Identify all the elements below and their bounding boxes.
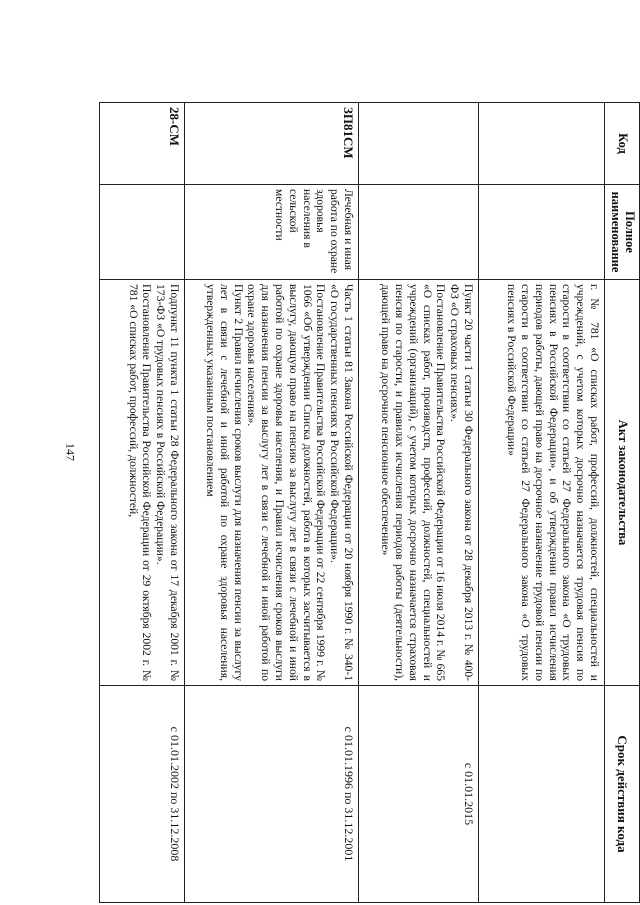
cell-validity: с 01.01.2015 bbox=[359, 686, 479, 903]
cell-act bbox=[479, 280, 605, 686]
pension-codes-table bbox=[99, 102, 640, 903]
cell-name bbox=[479, 185, 605, 280]
act-paragraph: Пункт 2 Правил исчисления сроков выслуги для назначения пенсии за выслугу лет в связи с лечебной и иной работой по охране здоровья населения, утвержденных указанным постановлением bbox=[204, 284, 245, 681]
cell-code bbox=[479, 103, 605, 185]
act-paragraph: Постановление Правительства Российской Федерации от 29 октября 2002 г. № 781 «О списках работ, профессий, должностей, bbox=[126, 284, 154, 681]
header-name: Полное наименование bbox=[605, 185, 640, 280]
header-code: Код bbox=[605, 103, 640, 185]
act-paragraph: Постановление Правительства Российской Федерации от 16 июля 2014 г. № 665 «О списках работ, производств, профессий, должностей, специальностей и учреждений (организаций), с учетом которых досрочно назначается страховая пенсия по старости, и правилах исчисления периодов работы (деятельности), дающей право на досрочное пенсионное обеспечение» bbox=[379, 284, 448, 681]
cell-validity: с 01.01.2002 по 31.12.2008 bbox=[100, 686, 185, 903]
cell-name: Лечебная и иная работа по охране здоровья населения в сельской местности bbox=[185, 185, 359, 280]
cell-act bbox=[185, 280, 359, 686]
page-number: 147 bbox=[63, 443, 78, 461]
table-row bbox=[359, 103, 479, 903]
table-row bbox=[185, 103, 359, 903]
cell-act bbox=[359, 280, 479, 686]
act-paragraph: Постановление Правительства Российской Федерации от 22 сентября 1999 г. № 1066 «Об утверждении Списка должностей, работа в которых засчитывается в выслугу, дающую право на пенсию за выслугу лет в связи с лечебной и иной работой по охране здоровья населения, и Правил исчисления сроков выслуги для назначения пенсии за выслугу лет в связи с лечебной и иной работой по охране здоровья населения». bbox=[245, 284, 328, 681]
act-paragraph: Пункт 20 части 1 статьи 30 Федерального закона от 28 декабря 2013 г. № 400-ФЗ «О страховых пенсиях». bbox=[448, 284, 475, 681]
act-paragraph: г. № 781 «О списках работ, профессий, должностей, специальностей и учреждений, с учетом которых досрочно назначается трудовая пенсия по старости в соответствии со статьей 27 Федерального закона «О трудовых пенсиях в Российской Федерации», и об утверждении правил исчисления периодов работы, дающей право на досрочное назначение трудовой пенсии по старости в соответствии со статьей 27 Федерального закона «О трудовых пенсиях в Российской Федерации» bbox=[505, 284, 601, 681]
cell-code: 28-СМ bbox=[100, 103, 185, 185]
header-act: Акт законодательства bbox=[605, 280, 640, 686]
cell-validity: с 01.01.1996 по 31.12.2001 bbox=[185, 686, 359, 903]
cell-name bbox=[100, 185, 185, 280]
act-paragraph: Часть 1 статьи 81 Закона Российской Федерации от 20 ноября 1990 г. № 340-1 «О государственных пенсиях в Российской Федерации». bbox=[328, 284, 355, 681]
table-header-row bbox=[605, 103, 640, 903]
table-row bbox=[479, 103, 605, 903]
cell-act bbox=[100, 280, 185, 686]
header-validity: Срок действия кода bbox=[605, 686, 640, 903]
cell-name bbox=[359, 185, 479, 280]
act-paragraph: Подпункт 11 пункта 1 статьи 28 Федерального закона от 17 декабря 2001 г. № 173-ФЗ «О трудовых пенсиях в Российской Федерации». bbox=[154, 284, 181, 681]
table-row bbox=[100, 103, 185, 903]
cell-code: ЗП81СМ bbox=[185, 103, 359, 185]
cell-code bbox=[359, 103, 479, 185]
cell-validity bbox=[479, 686, 605, 903]
rotated-page bbox=[100, 102, 640, 902]
